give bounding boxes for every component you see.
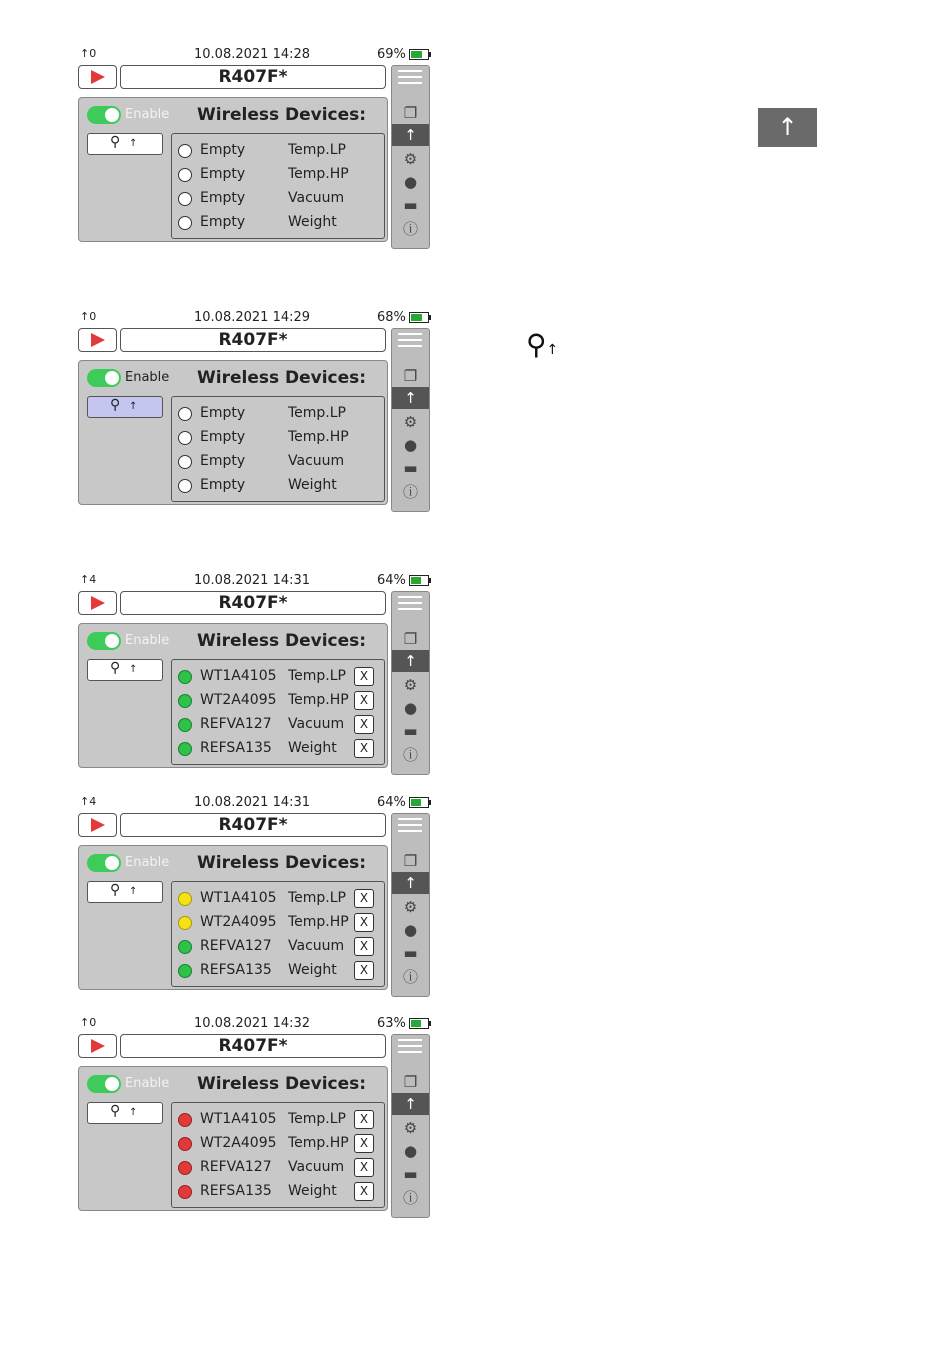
device-name: Empty <box>200 214 246 230</box>
device-list <box>171 396 385 502</box>
remove-device-button[interactable]: X <box>354 889 374 908</box>
enable-toggle[interactable] <box>87 632 121 650</box>
status-dot <box>178 1161 192 1175</box>
device-row <box>172 451 384 473</box>
enable-label: Enable <box>125 107 170 122</box>
device-screen <box>78 573 430 773</box>
gear-icon[interactable]: ⚙ <box>403 676 418 694</box>
search-devices-button[interactable] <box>87 881 163 903</box>
signal-indicator: ↑0 <box>80 47 97 60</box>
battery-icon <box>409 797 429 808</box>
wifi-icon[interactable]: ↑ <box>392 387 429 409</box>
device-row <box>172 690 384 712</box>
enable-toggle[interactable] <box>87 1075 121 1093</box>
side-menu <box>391 65 430 249</box>
device-row <box>172 1157 384 1179</box>
wireless-panel <box>78 845 388 990</box>
antenna-icon: ↑ <box>129 886 138 897</box>
device-row <box>172 140 384 162</box>
status-dot <box>178 892 192 906</box>
status-dot <box>178 694 192 708</box>
device-name: Empty <box>200 190 246 206</box>
device-row <box>172 188 384 210</box>
enable-label: Enable <box>125 633 170 648</box>
device-type: Temp.LP <box>288 668 347 684</box>
status-dot <box>178 940 192 954</box>
status-dot <box>178 742 192 756</box>
layers-icon[interactable]: ❐ <box>403 367 418 385</box>
refrigerant-title: R407F* <box>120 1034 386 1058</box>
device-type: Vacuum <box>288 1159 345 1175</box>
datetime: 10.08.2021 14:31 <box>194 573 311 588</box>
device-row <box>172 960 384 982</box>
wireless-panel <box>78 1066 388 1211</box>
wireless-panel <box>78 360 388 505</box>
device-row <box>172 666 384 688</box>
device-row <box>172 936 384 958</box>
device-screen <box>78 47 430 247</box>
gear-icon[interactable]: ⚙ <box>403 898 418 916</box>
wifi-icon[interactable]: ↑ <box>392 872 429 894</box>
device-row <box>172 1109 384 1131</box>
enable-label: Enable <box>125 855 170 870</box>
search-devices-button[interactable] <box>87 1102 163 1124</box>
device-screen <box>78 795 430 995</box>
search-wireless-icon: ⚲↑ <box>526 328 559 361</box>
layers-icon[interactable]: ❐ <box>403 630 418 648</box>
device-type: Weight <box>288 1183 337 1199</box>
signal-count: 0 <box>89 1016 97 1029</box>
battery-percent: 69% <box>377 47 406 62</box>
device-name: Empty <box>200 453 246 469</box>
refrigerant-title: R407F* <box>120 328 386 352</box>
device-row <box>172 212 384 234</box>
device-type: Vacuum <box>288 190 345 206</box>
battery-percent: 63% <box>377 1016 406 1031</box>
device-list <box>171 881 385 987</box>
device-name: Empty <box>200 477 246 493</box>
device-type: Temp.HP <box>288 1135 349 1151</box>
device-row <box>172 1181 384 1203</box>
device-row <box>172 164 384 186</box>
status-bar <box>78 573 430 589</box>
device-name: REFSA135 <box>200 962 272 978</box>
info-icon[interactable]: ⓘ <box>402 968 418 986</box>
info-icon[interactable]: ⓘ <box>402 483 418 501</box>
status-dot <box>178 431 192 445</box>
refrigerant-title: R407F* <box>120 591 386 615</box>
signal-count: 0 <box>89 47 97 60</box>
device-row <box>172 1133 384 1155</box>
datetime: 10.08.2021 14:31 <box>194 795 311 810</box>
device-row <box>172 912 384 934</box>
wireless-devices-heading: Wireless Devices: <box>197 1074 367 1094</box>
status-dot <box>178 144 192 158</box>
battery <box>377 1016 429 1031</box>
status-dot <box>178 216 192 230</box>
device-type: Temp.HP <box>288 429 349 445</box>
device-name: REFSA135 <box>200 1183 272 1199</box>
signal-count: 4 <box>89 795 97 808</box>
antenna-icon: ↑ <box>129 1107 138 1118</box>
play-button[interactable] <box>78 591 117 615</box>
remove-device-button[interactable]: X <box>354 1110 374 1129</box>
status-dot <box>178 479 192 493</box>
device-name: WT1A4105 <box>200 1111 277 1127</box>
menu-icon[interactable] <box>392 66 429 88</box>
battery <box>377 310 429 325</box>
play-button[interactable] <box>78 328 117 352</box>
gear-icon[interactable]: ⚙ <box>403 1119 418 1137</box>
wireless-panel <box>78 623 388 768</box>
device-type: Temp.LP <box>288 1111 347 1127</box>
layers-icon[interactable]: ❐ <box>403 852 418 870</box>
signal-indicator: ↑4 <box>80 795 97 808</box>
wifi-icon: ↑ <box>758 108 817 147</box>
device-name: REFVA127 <box>200 716 272 732</box>
device-type: Temp.LP <box>288 142 347 158</box>
search-icon: ⚲ <box>110 660 121 676</box>
wireless-devices-heading: Wireless Devices: <box>197 368 367 388</box>
antenna-icon: ↑ <box>129 664 138 675</box>
play-button[interactable] <box>78 1034 117 1058</box>
status-dot <box>178 192 192 206</box>
play-button[interactable] <box>78 65 117 89</box>
wifi-icon[interactable]: ↑ <box>392 1093 429 1115</box>
status-dot <box>178 455 192 469</box>
search-icon: ⚲ <box>110 1103 121 1119</box>
device-type: Temp.HP <box>288 166 349 182</box>
info-icon[interactable]: ⓘ <box>402 1189 418 1207</box>
device-row <box>172 403 384 425</box>
ruler-icon[interactable]: ▬ <box>403 722 418 740</box>
search-icon: ⚲ <box>110 134 121 150</box>
device-type: Temp.LP <box>288 405 347 421</box>
device-type: Weight <box>288 962 337 978</box>
device-list <box>171 133 385 239</box>
device-row <box>172 427 384 449</box>
search-devices-button[interactable] <box>87 133 163 155</box>
device-screen <box>78 1016 430 1216</box>
device-name: REFSA135 <box>200 740 272 756</box>
device-type: Temp.HP <box>288 914 349 930</box>
wifi-icon[interactable]: ↑ <box>392 124 429 146</box>
wireless-devices-heading: Wireless Devices: <box>197 853 367 873</box>
remove-device-button[interactable]: X <box>354 691 374 710</box>
status-dot <box>178 1113 192 1127</box>
antenna-icon: ↑ <box>129 401 138 412</box>
device-name: Empty <box>200 166 246 182</box>
device-type: Vacuum <box>288 938 345 954</box>
play-button[interactable] <box>78 813 117 837</box>
remove-device-button[interactable]: X <box>354 1182 374 1201</box>
enable-toggle[interactable] <box>87 854 121 872</box>
menu-icon[interactable] <box>392 329 429 351</box>
menu-icon[interactable] <box>392 1035 429 1057</box>
device-name: WT2A4095 <box>200 692 277 708</box>
device-type: Temp.LP <box>288 890 347 906</box>
layers-icon[interactable]: ❐ <box>403 104 418 122</box>
remove-device-button[interactable]: X <box>354 961 374 980</box>
refrigerant-title: R407F* <box>120 813 386 837</box>
status-bar <box>78 795 430 811</box>
status-bar <box>78 1016 430 1032</box>
remove-device-button[interactable]: X <box>354 1134 374 1153</box>
side-menu <box>391 328 430 512</box>
enable-label: Enable <box>125 370 170 385</box>
ruler-icon[interactable]: ▬ <box>403 196 418 214</box>
signal-indicator: ↑0 <box>80 310 97 323</box>
device-name: WT1A4105 <box>200 668 277 684</box>
device-screen <box>78 310 430 510</box>
device-type: Vacuum <box>288 716 345 732</box>
device-type: Weight <box>288 740 337 756</box>
wireless-panel <box>78 97 388 242</box>
wifi-icon[interactable]: ↑ <box>392 650 429 672</box>
globe-icon[interactable]: ● <box>403 921 418 939</box>
battery-icon <box>409 575 429 586</box>
device-row <box>172 888 384 910</box>
device-name: Empty <box>200 405 246 421</box>
remove-device-button[interactable]: X <box>354 715 374 734</box>
ruler-icon[interactable]: ▬ <box>403 1165 418 1183</box>
device-list <box>171 1102 385 1208</box>
battery <box>377 47 429 62</box>
wireless-devices-heading: Wireless Devices: <box>197 105 367 125</box>
search-devices-button[interactable] <box>87 396 163 418</box>
datetime: 10.08.2021 14:28 <box>194 47 311 62</box>
menu-icon[interactable] <box>392 814 429 836</box>
battery-percent: 64% <box>377 573 406 588</box>
device-name: REFVA127 <box>200 1159 272 1175</box>
remove-device-button[interactable]: X <box>354 913 374 932</box>
signal-count: 0 <box>89 310 97 323</box>
battery <box>377 795 429 810</box>
globe-icon[interactable]: ● <box>403 173 418 191</box>
search-icon: ⚲ <box>110 397 121 413</box>
side-menu <box>391 813 430 997</box>
wireless-devices-heading: Wireless Devices: <box>197 631 367 651</box>
info-icon[interactable]: ⓘ <box>402 220 418 238</box>
status-dot <box>178 1185 192 1199</box>
status-dot <box>178 718 192 732</box>
gear-icon[interactable]: ⚙ <box>403 413 418 431</box>
battery <box>377 573 429 588</box>
device-row <box>172 475 384 497</box>
datetime: 10.08.2021 14:32 <box>194 1016 311 1031</box>
battery-percent: 68% <box>377 310 406 325</box>
device-name: WT2A4095 <box>200 1135 277 1151</box>
battery-percent: 64% <box>377 795 406 810</box>
device-type: Temp.HP <box>288 692 349 708</box>
search-devices-button[interactable] <box>87 659 163 681</box>
globe-icon[interactable]: ● <box>403 699 418 717</box>
globe-icon[interactable]: ● <box>403 436 418 454</box>
device-name: REFVA127 <box>200 938 272 954</box>
battery-icon <box>409 1018 429 1029</box>
remove-device-button[interactable]: X <box>354 1158 374 1177</box>
status-dot <box>178 916 192 930</box>
device-type: Vacuum <box>288 453 345 469</box>
device-row <box>172 738 384 760</box>
gear-icon[interactable]: ⚙ <box>403 150 418 168</box>
enable-toggle[interactable] <box>87 369 121 387</box>
ruler-icon[interactable]: ▬ <box>403 459 418 477</box>
layers-icon[interactable]: ❐ <box>403 1073 418 1091</box>
ruler-icon[interactable]: ▬ <box>403 944 418 962</box>
status-dot <box>178 964 192 978</box>
status-bar <box>78 47 430 63</box>
search-icon: ⚲ <box>110 882 121 898</box>
status-dot <box>178 168 192 182</box>
antenna-icon: ↑ <box>129 138 138 149</box>
device-row <box>172 714 384 736</box>
device-name: WT2A4095 <box>200 914 277 930</box>
remove-device-button[interactable]: X <box>354 937 374 956</box>
menu-icon[interactable] <box>392 592 429 614</box>
device-type: Weight <box>288 214 337 230</box>
signal-count: 4 <box>89 573 97 586</box>
remove-device-button[interactable]: X <box>354 667 374 686</box>
refrigerant-title: R407F* <box>120 65 386 89</box>
signal-indicator: ↑0 <box>80 1016 97 1029</box>
globe-icon[interactable]: ● <box>403 1142 418 1160</box>
device-type: Weight <box>288 477 337 493</box>
status-dot <box>178 407 192 421</box>
datetime: 10.08.2021 14:29 <box>194 310 311 325</box>
device-name: Empty <box>200 429 246 445</box>
enable-toggle[interactable] <box>87 106 121 124</box>
device-name: WT1A4105 <box>200 890 277 906</box>
battery-icon <box>409 312 429 323</box>
signal-indicator: ↑4 <box>80 573 97 586</box>
status-bar <box>78 310 430 326</box>
device-name: Empty <box>200 142 246 158</box>
status-dot <box>178 670 192 684</box>
device-list <box>171 659 385 765</box>
status-dot <box>178 1137 192 1151</box>
remove-device-button[interactable]: X <box>354 739 374 758</box>
side-menu <box>391 591 430 775</box>
battery-icon <box>409 49 429 60</box>
side-menu <box>391 1034 430 1218</box>
enable-label: Enable <box>125 1076 170 1091</box>
info-icon[interactable]: ⓘ <box>402 746 418 764</box>
